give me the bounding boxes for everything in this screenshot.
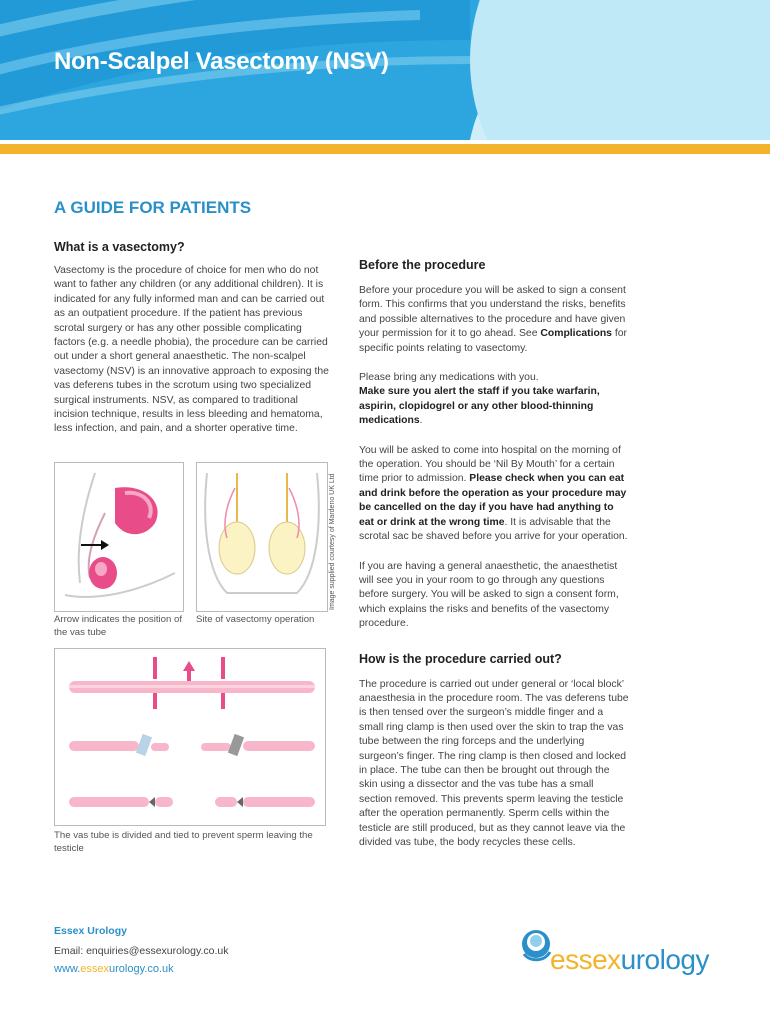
testicle-illustration — [197, 463, 327, 611]
before-paragraph-2: Please bring any medications with you. Make sure you alert the staff if you take warfarin, aspirin, clopidogrel or any other blood-thinning medications. — [359, 372, 600, 427]
before-procedure-heading: Before the procedure — [359, 258, 486, 272]
testicle-figure — [196, 462, 328, 612]
right-column — [359, 258, 629, 850]
org-name: Essex Urology — [54, 925, 127, 937]
header-wave-graphic — [0, 0, 770, 160]
what-is-heading: What is a vasectomy? — [54, 240, 185, 254]
what-is-paragraph: Vasectomy is the procedure of choice for men who do not want to father any children (or any additional children). It is indicated for any fully informed man and can be carried out as an outpatient procedure. If the patient has previous scrotal surgery or has any other possible complicating factors (e.g. a needle phobia), the procedure can be carried out under a short general anaesthetic. The non-scalpel vasectomy (NSV) is an innovative approach to exposing the vas deferens tubes in the scrotum using two specialized surgical instruments. NSV, as compared to traditional incision technique, results in less bleeding and hematoma, less infection, and pain, and a shorter operative time. — [54, 265, 329, 435]
footer-contact — [54, 925, 228, 975]
complications-link[interactable]: Complications — [540, 328, 612, 340]
how-carried-out-paragraph: The procedure is carried out under general or ‘local block’ anaesthesia in the procedure room. The vas deferens tube is then tensed over the surgeon’s middle finger and a small ring clamp is then used over the skin to trap the vas tube between the ring forceps and the underlying surgeon’s finger. The ring clamp is then closed and locked in place. The tube can then be brought out through the skin using a dissector and the vas tube has a small section removed. This prevents sperm leaving the testicle after the operation permanently. Sperm cells within the testicle are still produced, but as they cannot leave via the divided vas tube, the body recycles these cells. — [359, 678, 629, 848]
logo-swirl-icon — [518, 926, 554, 966]
figure1-caption: Arrow indicates the position of the vas tube — [54, 614, 182, 638]
vas-tube-illustration — [55, 649, 325, 825]
before-paragraph-3: You will be asked to come into hospital on the morning of the operation. You should be ‘Nil By Mouth’ for a certain time prior to admission. Please check when you can eat and drink before the operation as your procedure may be cancelled on the day if you have had anything to eat or drink at the wrong time. It is advisable that the scrotal sac be shaved before you arrive for your operation. — [359, 444, 628, 543]
page-title: Non-Scalpel Vasectomy (NSV) — [54, 48, 389, 75]
email-line[interactable]: Email: enquiries@essexurology.co.uk — [54, 945, 229, 957]
figure2-caption: Site of vasectomy operation — [196, 614, 315, 625]
header-banner — [0, 0, 770, 160]
logo-wordmark: essexurology — [550, 944, 709, 975]
guide-heading: A GUIDE FOR PATIENTS — [54, 198, 252, 217]
left-column — [54, 240, 329, 437]
image-credit: Image supplied courtesy of Mardeno UK Ltd — [329, 473, 336, 610]
website-link[interactable]: www.essexurology.co.uk — [54, 963, 174, 975]
essexurology-logo — [514, 926, 730, 986]
vas-tube-figure — [54, 648, 326, 826]
anatomy-illustration — [55, 463, 183, 611]
before-paragraph-1: Before your procedure you will be asked to sign a consent form. This confirms that you understand the risks, benefits and possible alternatives to the procedure and have given your permission for it to go ahead. See Complications for specific points relating to vasectomy. — [359, 285, 627, 354]
figure3-caption: The vas tube is divided and tied to prevent sperm leaving the testicle — [54, 830, 313, 854]
anatomy-figure — [54, 462, 184, 612]
how-carried-out-heading: How is the procedure carried out? — [359, 651, 562, 666]
before-paragraph-4: If you are having a general anaesthetic, the anaesthetist will see you in your room to go through any questions before surgery. You will be asked to sign a consent form, which explains the risks and benefits of the vasectomy procedure. — [359, 560, 619, 630]
